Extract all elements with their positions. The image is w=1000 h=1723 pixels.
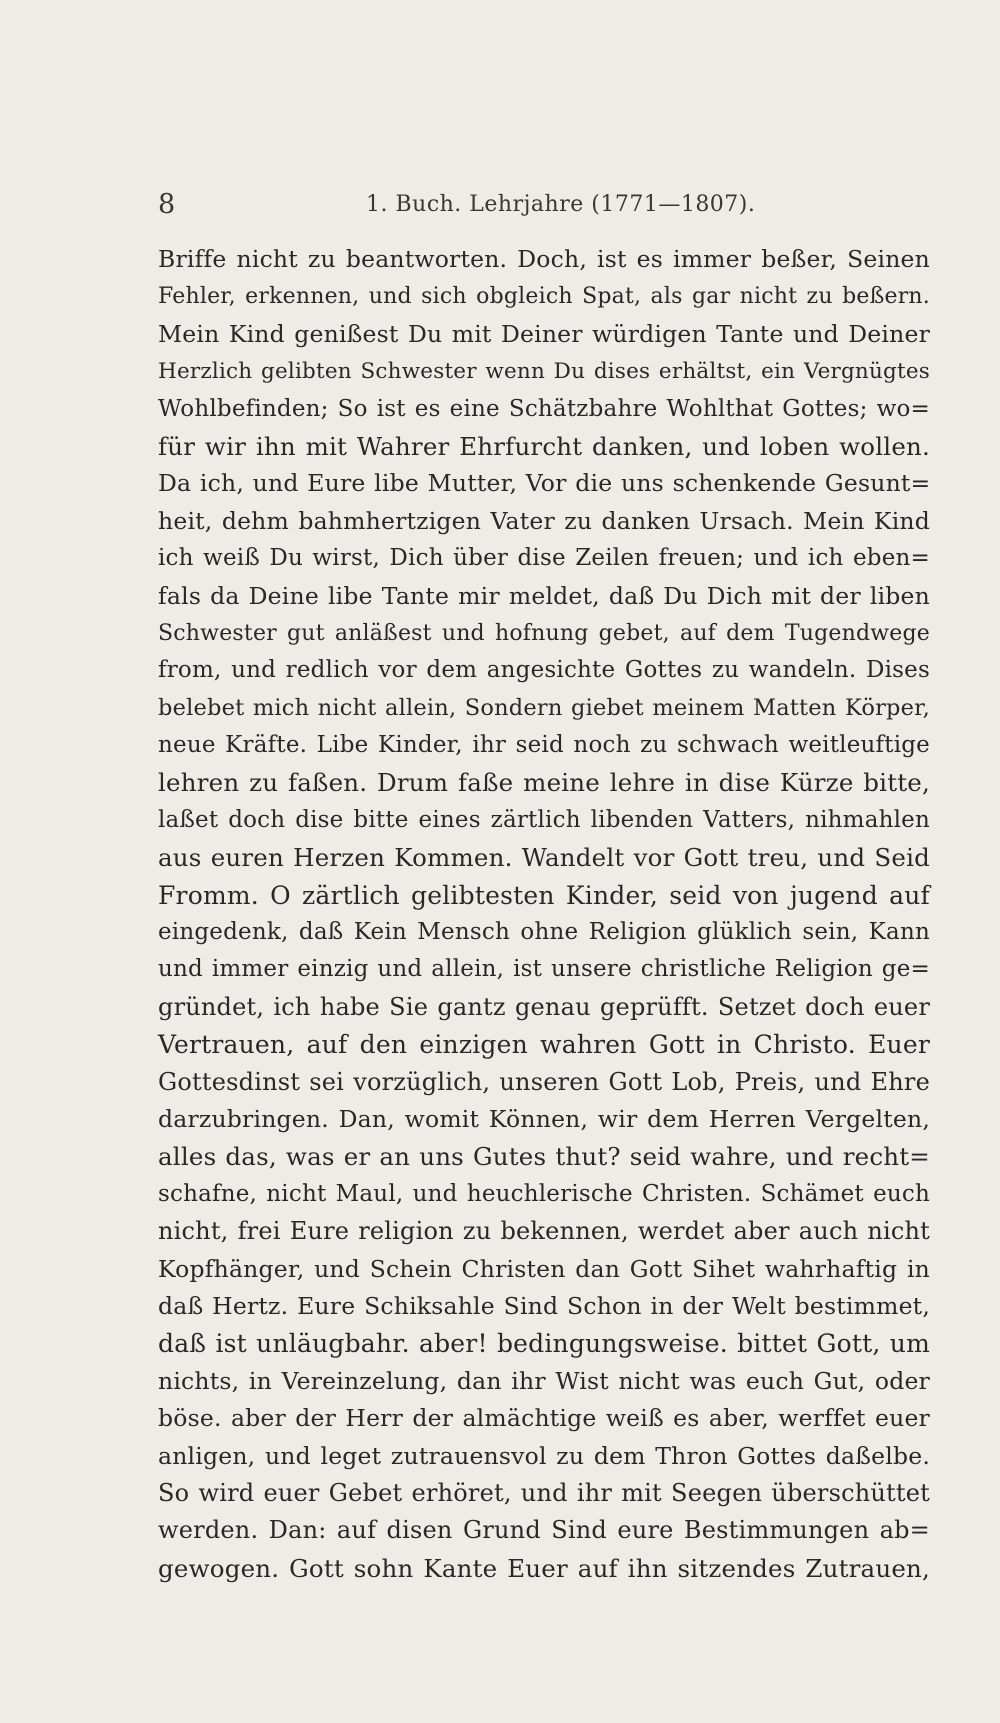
text-line: und immer einzig und allein, ist unsere christliche Religion ge= <box>158 956 930 983</box>
text-line: neue Kräfte. Libe Kinder, ihr seid noch zu schwach weitleuftige <box>158 732 930 759</box>
text-line: nicht, frei Eure religion zu bekennen, werdet aber auch nicht <box>158 1217 930 1246</box>
text-line: eingedenk, daß Kein Mensch ohne Religion glüklich sein, Kann <box>158 919 930 946</box>
text-line: gewogen. Gott sohn Kante Euer auf ihn sitzendes Zutrauen, <box>158 1553 930 1583</box>
text-line: laßet doch dise bitte eines zärtlich libenden Vatters, nihmahlen <box>158 806 930 833</box>
text-line: darzubringen. Dan, womit Können, wir dem Herren Vergelten, <box>158 1104 930 1133</box>
text-line: gründet, ich habe Sie gantz genau geprüfft. Setzet doch euer <box>158 992 930 1021</box>
text-line: fals da Deine libe Tante mir meldet, daß Du Dich mit der liben <box>158 581 930 610</box>
text-line: schafne, nicht Maul, und heuchlerische Christen. Schämet euch <box>158 1180 930 1207</box>
text-line: Vertrauen, auf den einzigen wahren Gott in Christo. Euer <box>158 1030 930 1060</box>
text-line: heit, dehm bahmhertzigen Vater zu danken Ursach. Mein Kind <box>158 506 930 535</box>
text-line: belebet mich nicht allein, Sondern giebet meinem Matten Körper, <box>158 694 930 721</box>
text-line: Fehler, erkennen, und sich obgleich Spat, als gar nicht zu beßern. <box>158 284 930 310</box>
text-line: Herzlich gelibten Schwester wenn Du dises erhältst, ein Vergnügtes <box>158 359 930 385</box>
text-line: Mein Kind genißest Du mit Deiner würdigen Tante und Deiner <box>158 319 930 348</box>
body-text <box>158 241 930 1587</box>
text-line: So wird euer Gebet erhöret, und ihr mit Seegen überschüttet <box>158 1478 930 1507</box>
text-line: Da ich, und Eure libe Mutter, Vor die uns schenkende Gesunt= <box>158 469 931 498</box>
text-line: aus euren Herzen Kommen. Wandelt vor Gott treu, und Seid <box>158 843 930 873</box>
text-line: nichts, in Vereinzelung, dan ihr Wist nicht was euch Gut, oder <box>158 1366 930 1395</box>
text-line: lehren zu faßen. Drum faße meine lehre in dise Kürze bitte, <box>158 768 930 798</box>
text-line: werden. Dan: auf disen Grund Sind eure Bestimmungen ab= <box>158 1516 930 1545</box>
text-line: daß Hertz. Eure Schiksahle Sind Schon in der Welt bestimmet, <box>158 1291 930 1320</box>
text-line: Gottesdinst sei vorzüglich, unseren Gott Lob, Preis, und Ehre <box>158 1067 930 1096</box>
text-line: anligen, und leget zutrauensvol zu dem Thron Gottes daßelbe. <box>158 1441 930 1470</box>
text-line: böse. aber der Herr der almächtige weiß es aber, werffet euer <box>158 1404 930 1433</box>
text-line: from, und redlich vor dem angesichte Gottes zu wandeln. Dises <box>158 657 930 684</box>
text-line: Briffe nicht zu beantworten. Doch, ist es immer beßer, Seinen <box>158 245 930 273</box>
text-line: Schwester gut anläßest und hofnung gebet, auf dem Tugendwege <box>158 620 930 646</box>
text-line: ich weiß Du wirst, Dich über dise Zeilen freuen; und ich eben= <box>158 545 930 572</box>
text-line: daß ist unläugbahr. aber! bedingungsweise. bittet Gott, um <box>158 1329 930 1359</box>
running-head: 1. Buch. Lehrjahre (1771—1807). <box>366 192 756 217</box>
text-line: Wohlbefinden; So ist es eine Schätzbahre Wohlthat Gottes; wo= <box>158 395 930 422</box>
page-header <box>158 185 928 225</box>
text-line: für wir ihn mit Wahrer Ehrfurcht danken, und loben wollen. <box>158 431 930 461</box>
text-line: alles das, was er an uns Gutes thut? seid wahre, und recht= <box>158 1142 930 1172</box>
text-line: Fromm. O zärtlich gelibtesten Kinder, seid von jugend auf <box>158 880 930 910</box>
page-number: 8 <box>158 189 176 220</box>
text-line: Kopfhänger, und Schein Christen dan Gott Sihet wahrhaftig in <box>158 1254 930 1283</box>
